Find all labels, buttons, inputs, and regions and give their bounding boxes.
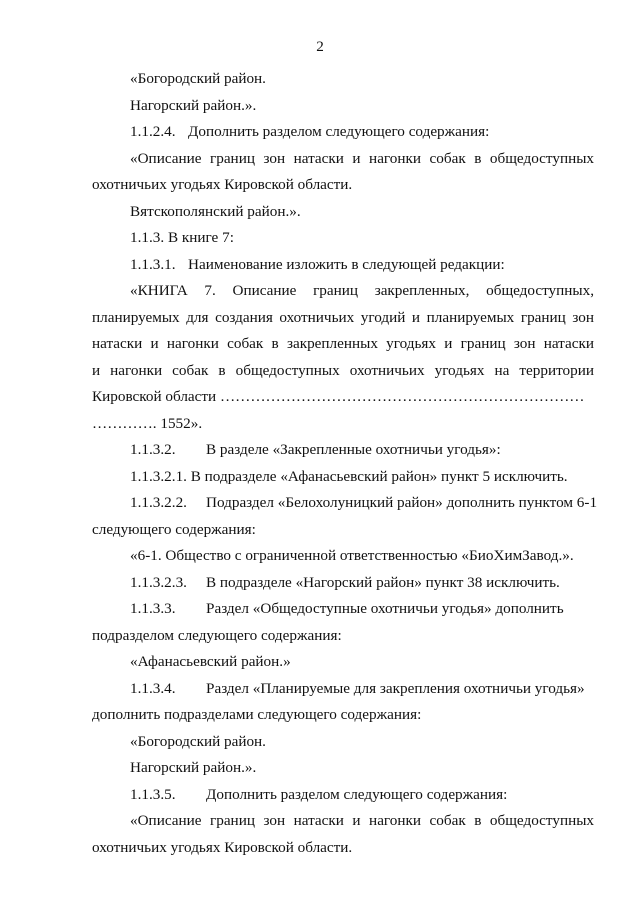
text-line: и нагонки собак в общедоступных охотничьих угодьях на территории <box>92 362 594 379</box>
text-line: натаски и нагонки собак в закрепленных угодьях и границ зон натаски <box>92 335 594 352</box>
text-line: «Богородский район. <box>130 70 266 87</box>
text-line: …………. 1552». <box>92 415 203 432</box>
item-text: Раздел «Планируемые для закрепления охотничьи угодья» <box>206 680 585 697</box>
text-line: «Описание границ зон натаски и нагонки собак в общедоступных <box>130 812 594 829</box>
text-line: «Афанасьевский район.» <box>130 653 291 670</box>
paragraph-line <box>130 574 594 592</box>
text-line: Нагорский район.». <box>130 759 257 776</box>
item-text: Дополнить разделом следующего содержания: <box>206 786 508 803</box>
item-text: Раздел «Общедоступные охотничьи угодья» дополнить <box>206 600 564 617</box>
item-number: 1.1.3.1. <box>130 256 176 273</box>
paragraph-line <box>130 786 594 804</box>
item-text: Дополнить разделом следующего содержания: <box>188 123 490 140</box>
item-text: Подраздел «Белохолуницкий район» дополнить пунктом 6-1 <box>206 494 598 511</box>
item-number: 1.1.3.5. <box>130 786 176 803</box>
text-line: Вятскополянский район.». <box>130 203 301 220</box>
paragraph-line <box>130 256 594 274</box>
item-text: Наименование изложить в следующей редакции: <box>188 256 505 273</box>
item-number: 1.1.2.4. <box>130 123 176 140</box>
item-number: 1.1.3.4. <box>130 680 176 697</box>
text-line: планируемых для создания охотничьих угодий и планируемых границ зон <box>92 309 594 326</box>
text-line: охотничьих угодьях Кировской области. <box>92 176 353 193</box>
text-line: подразделом следующего содержания: <box>92 627 342 644</box>
item-number: 1.1.3.2.2. <box>130 494 187 511</box>
text-line: «Богородский район. <box>130 733 266 750</box>
item-number: 1.1.3.2.3. <box>130 574 187 591</box>
item-number: 1.1.3.2. <box>130 441 176 458</box>
text-line: следующего содержания: <box>92 521 256 538</box>
text-line: охотничьих угодьях Кировской области. <box>92 839 353 856</box>
paragraph-line <box>130 441 594 459</box>
text-line: «КНИГА 7. Описание границ закрепленных, общедоступных, <box>130 282 594 299</box>
text-line: Кировской области ……………………………………………………………… <box>92 388 585 405</box>
text-line: 1.1.3.2.1. В подразделе «Афанасьевский район» пункт 5 исключить. <box>130 468 568 485</box>
item-number: 1.1.3.3. <box>130 600 176 617</box>
text-line: «Описание границ зон натаски и нагонки собак в общедоступных <box>130 150 594 167</box>
paragraph-line <box>130 600 594 618</box>
text-line: Нагорский район.». <box>130 97 257 114</box>
paragraph-line <box>130 494 598 512</box>
page-number: 2 <box>316 38 324 55</box>
text-line: дополнить подразделами следующего содержания: <box>92 706 422 723</box>
paragraph-line <box>130 680 594 698</box>
item-text: В подразделе «Нагорский район» пункт 38 исключить. <box>206 574 560 591</box>
item-text: В разделе «Закрепленные охотничьи угодья»: <box>206 441 501 458</box>
text-line: «6-1. Общество с ограниченной ответственностью «БиоХимЗавод.». <box>130 547 574 564</box>
paragraph-line <box>130 123 594 141</box>
text-line: 1.1.3. В книге 7: <box>130 229 234 246</box>
